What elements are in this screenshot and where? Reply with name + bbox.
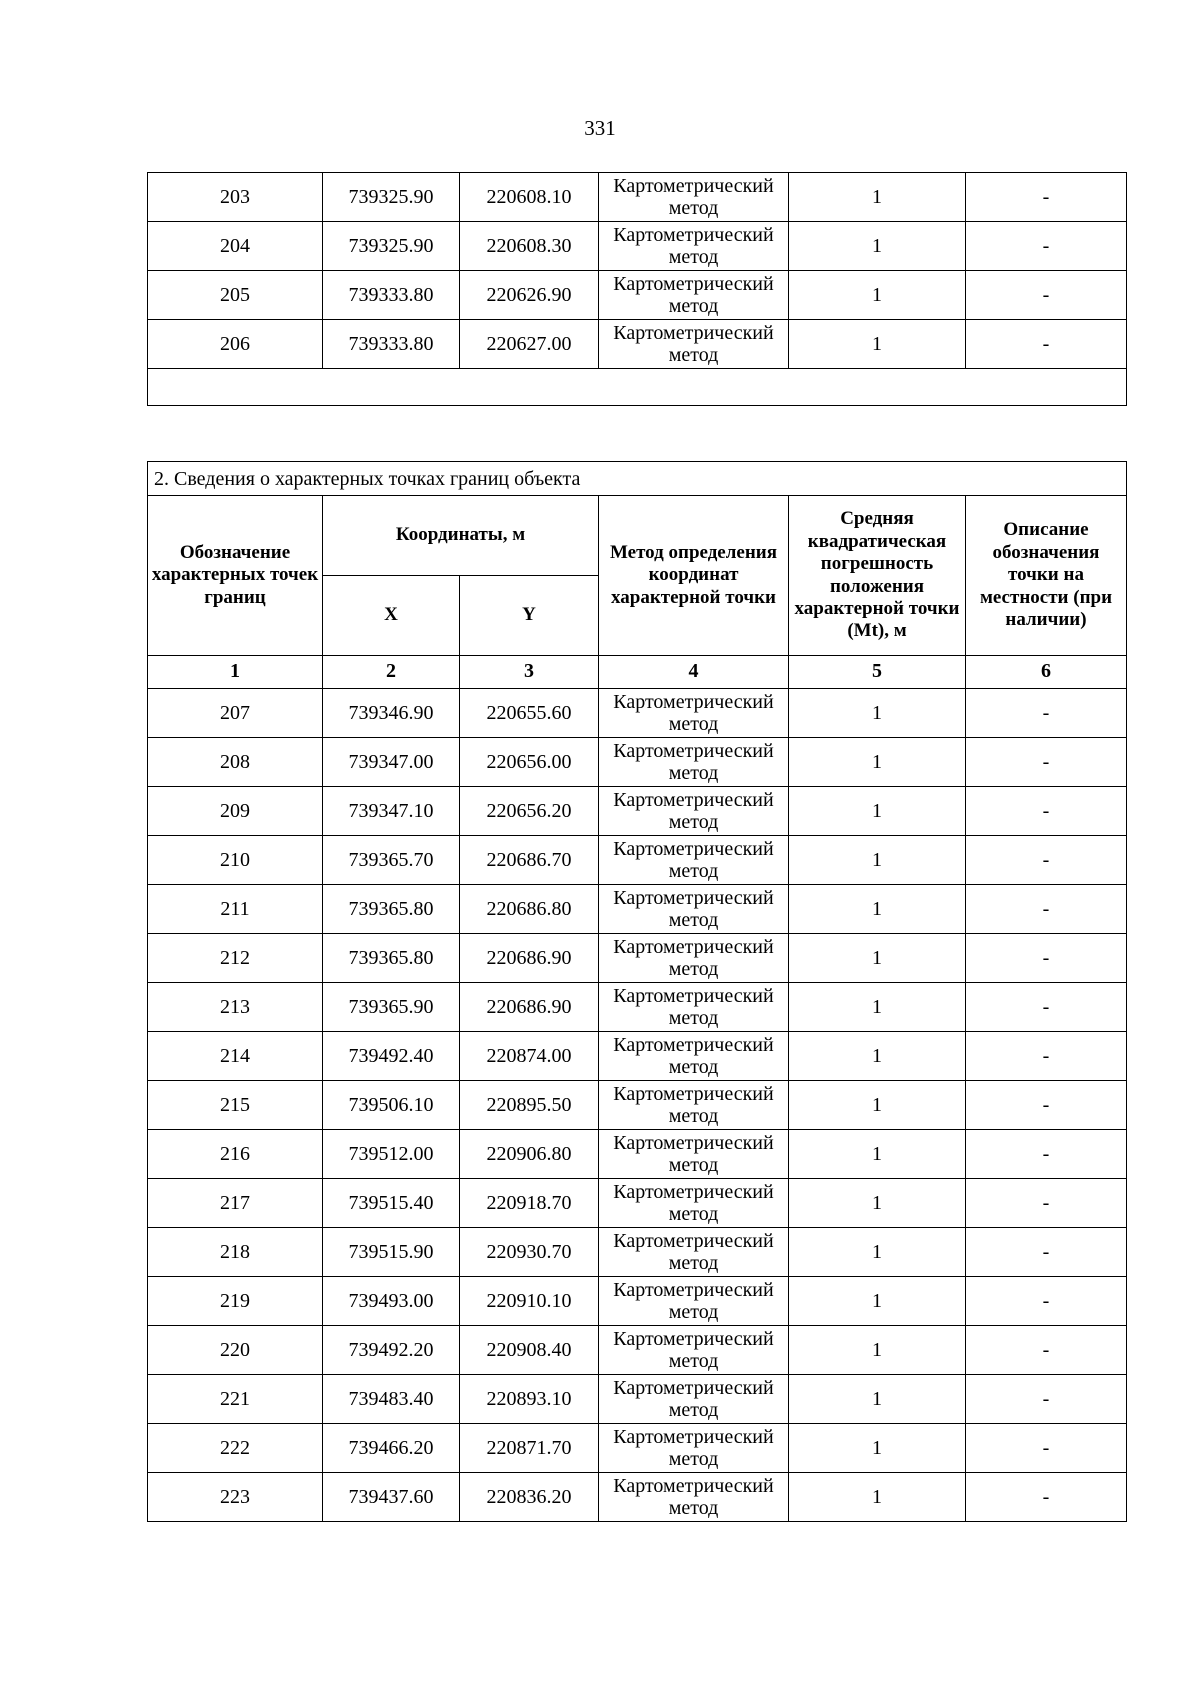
points-table-continued: [147, 172, 1127, 406]
point-id-cell: 215: [148, 1081, 323, 1130]
error-cell: 1: [789, 1277, 966, 1326]
column-number: 1: [148, 656, 323, 689]
boundary-points-table-body: [148, 689, 1127, 1522]
section-title: 2. Сведения о характерных точках границ объекта: [148, 462, 1127, 496]
x-coordinate-cell: 739346.90: [323, 689, 460, 738]
x-coordinate-cell: 739493.00: [323, 1277, 460, 1326]
point-id-cell: 211: [148, 885, 323, 934]
y-coordinate-cell: 220686.80: [460, 885, 599, 934]
y-coordinate-cell: 220686.90: [460, 983, 599, 1032]
point-id-cell: 221: [148, 1375, 323, 1424]
table-row: [148, 1326, 1127, 1375]
y-coordinate-cell: 220908.40: [460, 1326, 599, 1375]
description-cell: -: [966, 173, 1127, 222]
point-id-cell: 212: [148, 934, 323, 983]
method-cell: Картометрический метод: [599, 1375, 789, 1424]
point-id-cell: 214: [148, 1032, 323, 1081]
table-row: [148, 1228, 1127, 1277]
error-cell: 1: [789, 1228, 966, 1277]
method-cell: Картометрический метод: [599, 1424, 789, 1473]
description-cell: -: [966, 836, 1127, 885]
y-coordinate-cell: 220627.00: [460, 320, 599, 369]
table-row: [148, 1081, 1127, 1130]
x-coordinate-cell: 739483.40: [323, 1375, 460, 1424]
description-cell: -: [966, 1326, 1127, 1375]
description-cell: -: [966, 934, 1127, 983]
header-designation: Обозначение характерных точек границ: [148, 496, 323, 656]
error-cell: 1: [789, 1424, 966, 1473]
description-cell: -: [966, 738, 1127, 787]
error-cell: 1: [789, 1375, 966, 1424]
table-row: [148, 1130, 1127, 1179]
method-cell: Картометрический метод: [599, 320, 789, 369]
y-coordinate-cell: 220655.60: [460, 689, 599, 738]
description-cell: -: [966, 1473, 1127, 1522]
description-cell: -: [966, 1081, 1127, 1130]
error-cell: 1: [789, 787, 966, 836]
y-coordinate-cell: 220656.00: [460, 738, 599, 787]
y-coordinate-cell: 220608.10: [460, 173, 599, 222]
method-cell: Картометрический метод: [599, 1277, 789, 1326]
y-coordinate-cell: 220910.10: [460, 1277, 599, 1326]
y-coordinate-cell: 220930.70: [460, 1228, 599, 1277]
error-cell: 1: [789, 934, 966, 983]
error-cell: 1: [789, 173, 966, 222]
error-cell: 1: [789, 1326, 966, 1375]
table-row: [148, 1179, 1127, 1228]
header-row: [148, 496, 1127, 576]
y-coordinate-cell: 220871.70: [460, 1424, 599, 1473]
method-cell: Картометрический метод: [599, 689, 789, 738]
point-id-cell: 204: [148, 222, 323, 271]
x-coordinate-cell: 739437.60: [323, 1473, 460, 1522]
column-number: 5: [789, 656, 966, 689]
x-coordinate-cell: 739506.10: [323, 1081, 460, 1130]
x-coordinate-cell: 739466.20: [323, 1424, 460, 1473]
y-coordinate-cell: 220686.70: [460, 836, 599, 885]
error-cell: 1: [789, 738, 966, 787]
table-row: [148, 1473, 1127, 1522]
table-row: [148, 787, 1127, 836]
column-number: 6: [966, 656, 1127, 689]
empty-row: [148, 369, 1127, 406]
y-coordinate-cell: 220836.20: [460, 1473, 599, 1522]
description-cell: -: [966, 1179, 1127, 1228]
error-cell: 1: [789, 836, 966, 885]
description-cell: -: [966, 1130, 1127, 1179]
method-cell: Картометрический метод: [599, 1179, 789, 1228]
header-method: Метод определения координат характерной точки: [599, 496, 789, 656]
page-number: 331: [584, 116, 616, 140]
point-id-cell: 213: [148, 983, 323, 1032]
x-coordinate-cell: 739365.80: [323, 885, 460, 934]
method-cell: Картометрический метод: [599, 934, 789, 983]
x-coordinate-cell: 739325.90: [323, 222, 460, 271]
y-coordinate-cell: 220893.10: [460, 1375, 599, 1424]
column-number: 4: [599, 656, 789, 689]
point-id-cell: 207: [148, 689, 323, 738]
error-cell: 1: [789, 271, 966, 320]
table-row: [148, 738, 1127, 787]
point-id-cell: 205: [148, 271, 323, 320]
method-cell: Картометрический метод: [599, 1326, 789, 1375]
header-y: Y: [460, 576, 599, 656]
description-cell: -: [966, 1032, 1127, 1081]
description-cell: -: [966, 271, 1127, 320]
method-cell: Картометрический метод: [599, 222, 789, 271]
table-row: [148, 271, 1127, 320]
y-coordinate-cell: 220686.90: [460, 934, 599, 983]
error-cell: 1: [789, 689, 966, 738]
error-cell: 1: [789, 1473, 966, 1522]
table-row: [148, 1375, 1127, 1424]
boundary-points-table: [147, 461, 1127, 1522]
table-row: [148, 885, 1127, 934]
y-coordinate-cell: 220906.80: [460, 1130, 599, 1179]
x-coordinate-cell: 739365.70: [323, 836, 460, 885]
description-cell: -: [966, 885, 1127, 934]
method-cell: Картометрический метод: [599, 173, 789, 222]
error-cell: 1: [789, 983, 966, 1032]
y-coordinate-cell: 220608.30: [460, 222, 599, 271]
description-cell: -: [966, 1375, 1127, 1424]
header-x: X: [323, 576, 460, 656]
description-cell: -: [966, 983, 1127, 1032]
x-coordinate-cell: 739492.20: [323, 1326, 460, 1375]
column-number: 3: [460, 656, 599, 689]
method-cell: Картометрический метод: [599, 738, 789, 787]
table-row: [148, 1032, 1127, 1081]
method-cell: Картометрический метод: [599, 1473, 789, 1522]
description-cell: -: [966, 1277, 1127, 1326]
point-id-cell: 216: [148, 1130, 323, 1179]
x-coordinate-cell: 739333.80: [323, 320, 460, 369]
method-cell: Картометрический метод: [599, 836, 789, 885]
method-cell: Картометрический метод: [599, 1228, 789, 1277]
error-cell: 1: [789, 885, 966, 934]
point-id-cell: 209: [148, 787, 323, 836]
y-coordinate-cell: 220918.70: [460, 1179, 599, 1228]
point-id-cell: 219: [148, 1277, 323, 1326]
y-coordinate-cell: 220874.00: [460, 1032, 599, 1081]
description-cell: -: [966, 1424, 1127, 1473]
x-coordinate-cell: 739492.40: [323, 1032, 460, 1081]
point-id-cell: 208: [148, 738, 323, 787]
x-coordinate-cell: 739347.00: [323, 738, 460, 787]
table-row: [148, 1424, 1127, 1473]
point-id-cell: 222: [148, 1424, 323, 1473]
error-cell: 1: [789, 222, 966, 271]
table-row: [148, 320, 1127, 369]
x-coordinate-cell: 739515.90: [323, 1228, 460, 1277]
x-coordinate-cell: 739512.00: [323, 1130, 460, 1179]
error-cell: 1: [789, 1130, 966, 1179]
error-cell: 1: [789, 1081, 966, 1130]
point-id-cell: 223: [148, 1473, 323, 1522]
table-row: [148, 934, 1127, 983]
description-cell: -: [966, 787, 1127, 836]
description-cell: -: [966, 1228, 1127, 1277]
description-cell: -: [966, 689, 1127, 738]
header-error: Средняя квадратическая погрешность положения характерной точки (Mt), м: [789, 496, 966, 656]
point-id-cell: 218: [148, 1228, 323, 1277]
table-row: [148, 983, 1127, 1032]
point-id-cell: 203: [148, 173, 323, 222]
header-description: Описание обозначения точки на местности (при наличии): [966, 496, 1127, 656]
method-cell: Картометрический метод: [599, 1081, 789, 1130]
point-id-cell: 217: [148, 1179, 323, 1228]
x-coordinate-cell: 739515.40: [323, 1179, 460, 1228]
description-cell: -: [966, 320, 1127, 369]
points-table-continued-body: [148, 173, 1127, 369]
x-coordinate-cell: 739365.80: [323, 934, 460, 983]
table-row: [148, 222, 1127, 271]
section-title-row: [148, 462, 1127, 496]
point-id-cell: 220: [148, 1326, 323, 1375]
y-coordinate-cell: 220626.90: [460, 271, 599, 320]
column-number: 2: [323, 656, 460, 689]
error-cell: 1: [789, 1179, 966, 1228]
y-coordinate-cell: 220656.20: [460, 787, 599, 836]
method-cell: Картометрический метод: [599, 983, 789, 1032]
point-id-cell: 210: [148, 836, 323, 885]
y-coordinate-cell: 220895.50: [460, 1081, 599, 1130]
x-coordinate-cell: 739333.80: [323, 271, 460, 320]
error-cell: 1: [789, 1032, 966, 1081]
table-row: [148, 689, 1127, 738]
x-coordinate-cell: 739347.10: [323, 787, 460, 836]
error-cell: 1: [789, 320, 966, 369]
method-cell: Картометрический метод: [599, 1032, 789, 1081]
table-row: [148, 836, 1127, 885]
table-row: [148, 1277, 1127, 1326]
description-cell: -: [966, 222, 1127, 271]
column-numbers-row: [148, 656, 1127, 689]
method-cell: Картометрический метод: [599, 1130, 789, 1179]
method-cell: Картометрический метод: [599, 787, 789, 836]
header-coordinates: Координаты, м: [323, 496, 599, 576]
point-id-cell: 206: [148, 320, 323, 369]
x-coordinate-cell: 739325.90: [323, 173, 460, 222]
x-coordinate-cell: 739365.90: [323, 983, 460, 1032]
table-row: [148, 173, 1127, 222]
method-cell: Картометрический метод: [599, 885, 789, 934]
method-cell: Картометрический метод: [599, 271, 789, 320]
